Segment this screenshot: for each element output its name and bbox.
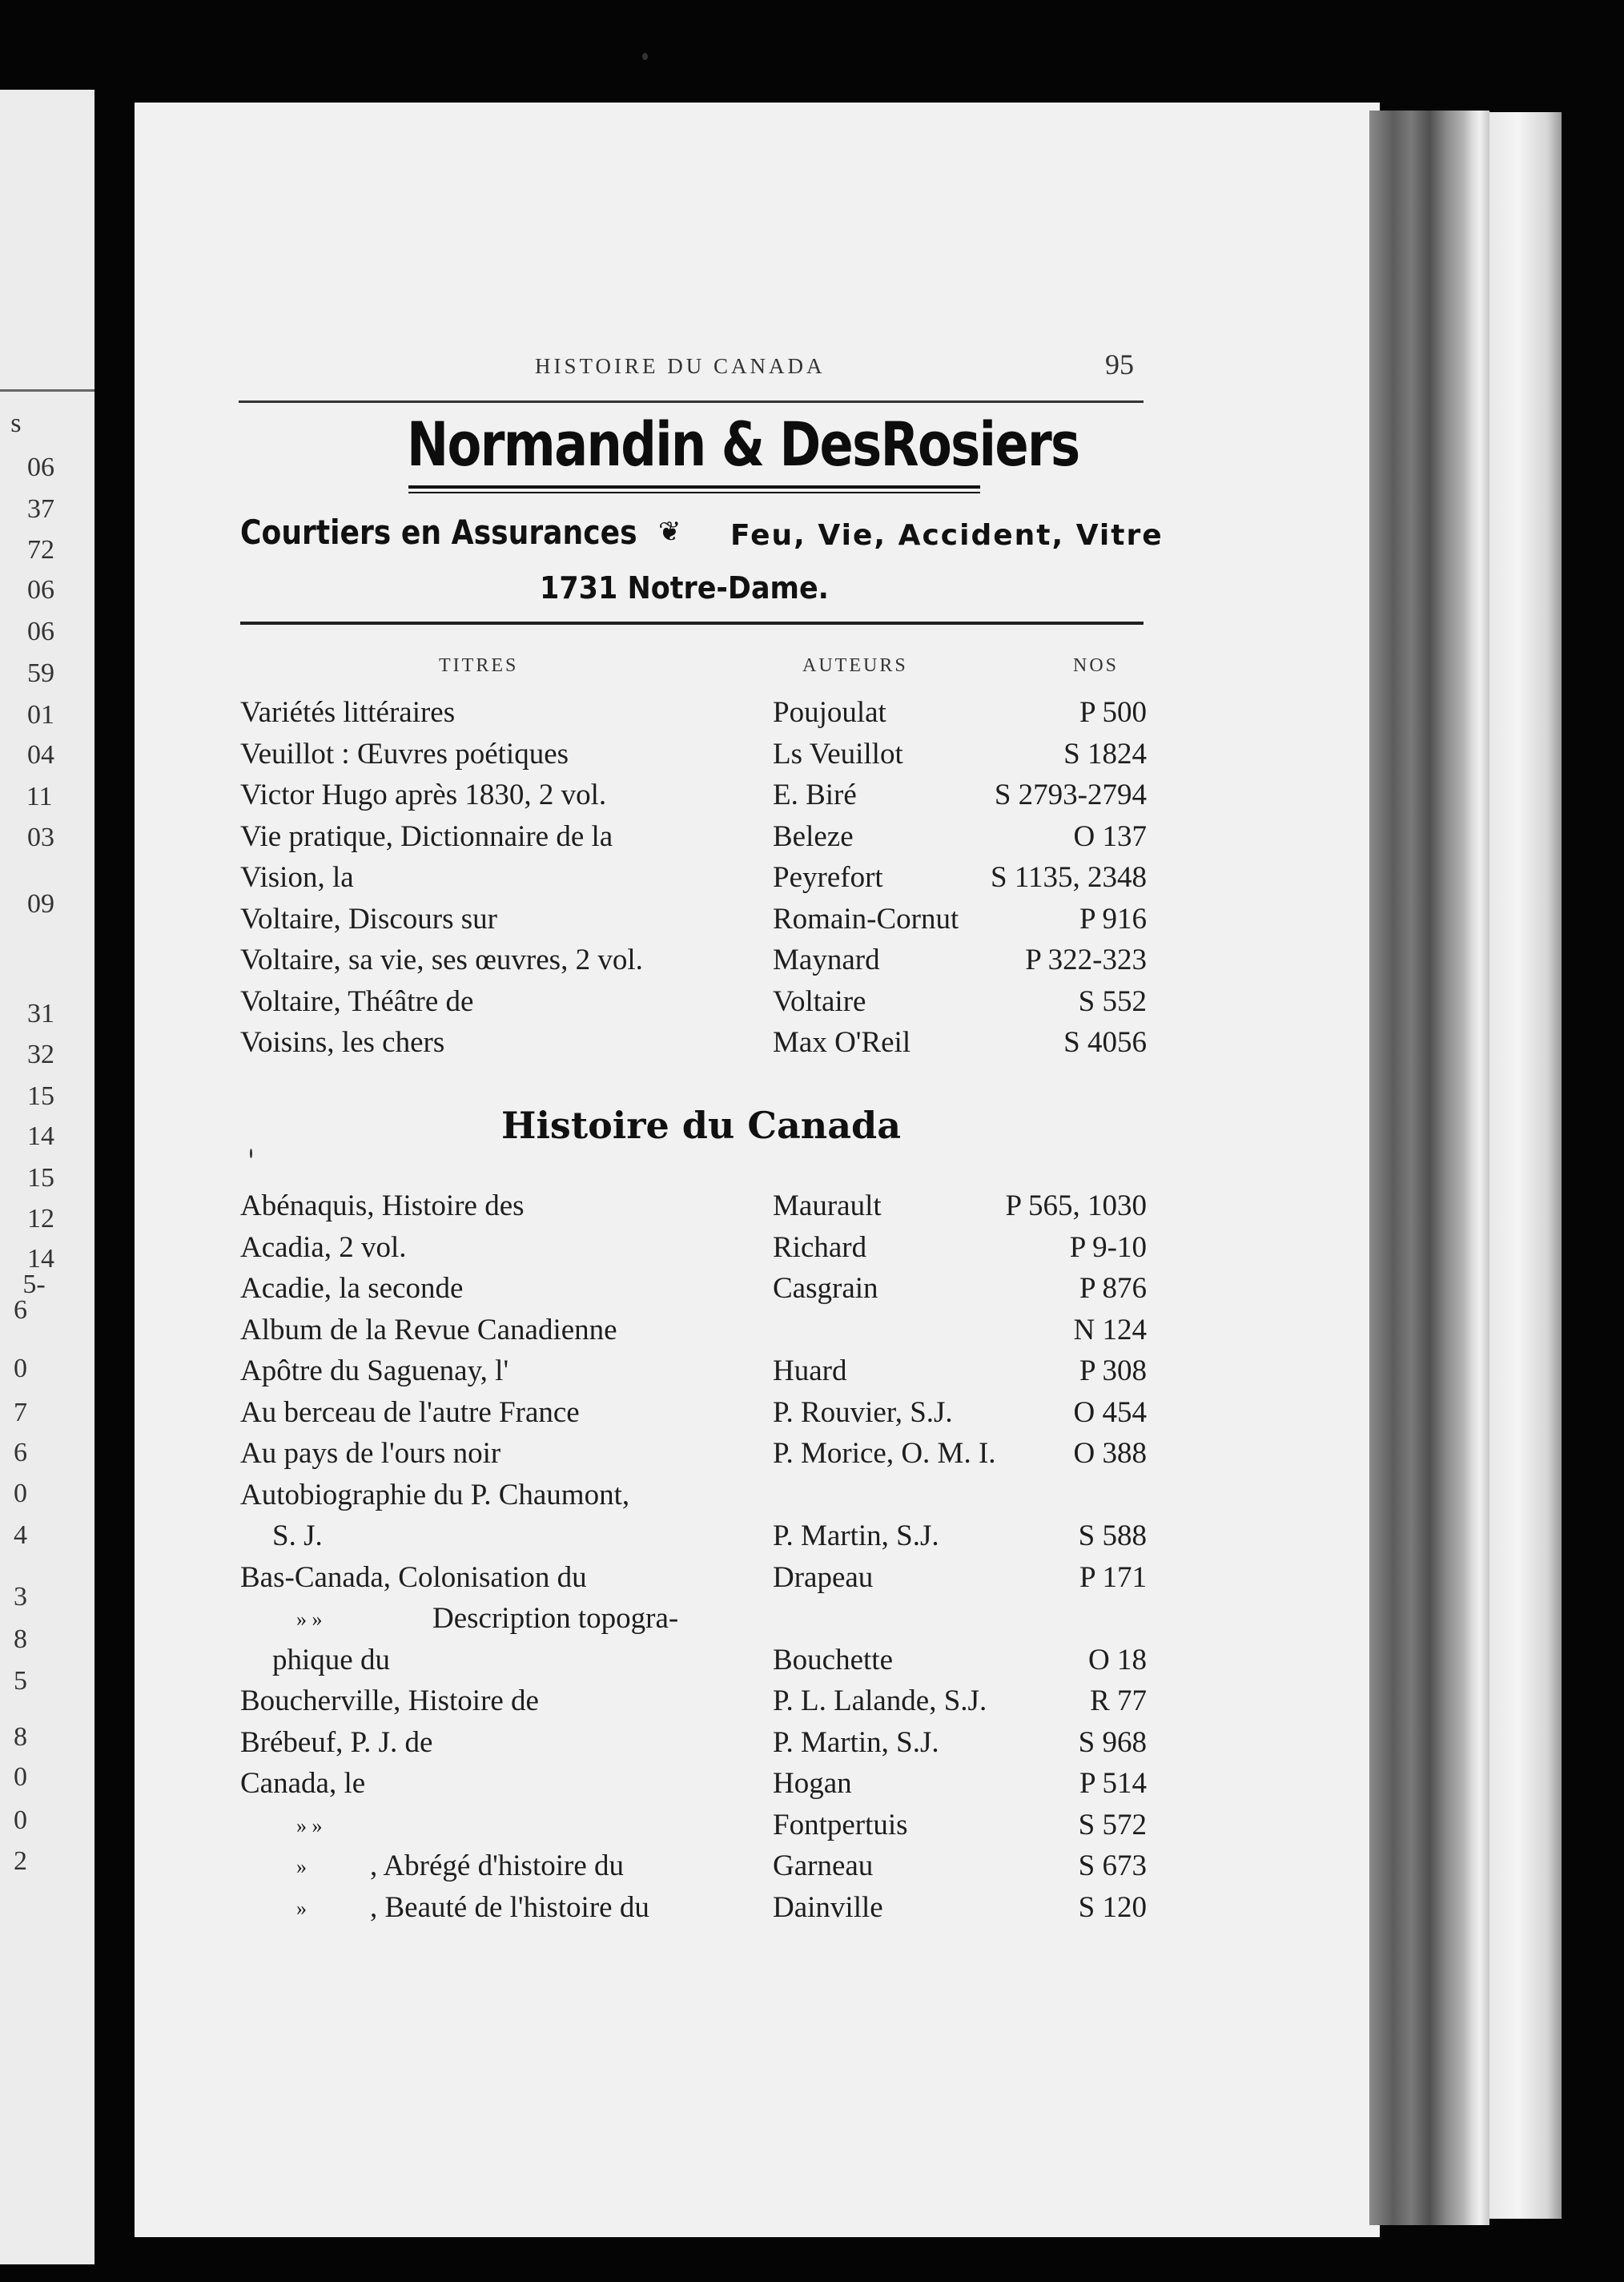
list-item	[0, 1766, 1624, 1806]
print-speck	[642, 53, 648, 60]
entry-title: S. J.	[272, 1519, 323, 1552]
facing-page-fragment-text: 06	[27, 575, 54, 605]
entry-title: Au berceau de l'autre France	[240, 1395, 580, 1429]
entry-author: Huard	[773, 1354, 847, 1387]
entry-author: Garneau	[773, 1849, 874, 1882]
entry-title: Brébeuf, P. J. de	[240, 1725, 433, 1759]
entry-title: Veuillot : Œuvres poétiques	[240, 737, 569, 771]
entry-author: Maynard	[773, 944, 880, 976]
entry-author: P. L. Lalande, S.J.	[773, 1684, 987, 1717]
entry-author: Romain-Cornut	[773, 902, 959, 936]
entry-number: R 77	[1090, 1684, 1147, 1717]
entry-title: Victor Hugo après 1830, 2 vol.	[240, 779, 607, 811]
facing-page-fragment-text: 37	[27, 494, 54, 524]
list-item	[0, 943, 1624, 983]
entry-number: O 388	[1073, 1437, 1147, 1470]
facing-page-fragment-text: 12	[27, 1204, 54, 1234]
entry-author: Voltaire	[773, 984, 866, 1018]
entry-number: S 2793-2794	[994, 779, 1147, 811]
entry-title: Description topogra-	[432, 1602, 679, 1635]
entry-title: Autobiographie du P. Chaumont,	[240, 1478, 630, 1511]
entry-title: Voisins, les chers	[240, 1026, 445, 1059]
entry-number: P 876	[1079, 1272, 1147, 1305]
entry-number: S 968	[1078, 1725, 1147, 1759]
ditto-mark: » »	[296, 1813, 323, 1837]
entry-author: Hogan	[773, 1767, 852, 1800]
facing-page-fragment-text: 0	[14, 1762, 27, 1792]
entry-title: Acadie, la seconde	[240, 1272, 464, 1305]
entry-title: Vie pratique, Dictionnaire de la	[240, 819, 613, 853]
list-item	[0, 1271, 1624, 1311]
list-item	[0, 1643, 1624, 1683]
list-item	[0, 1684, 1624, 1724]
entry-title: Album de la Revue Canadienne	[240, 1313, 617, 1346]
entry-number: S 120	[1078, 1890, 1147, 1924]
facing-page-fragment-text: 14	[27, 1244, 54, 1274]
advert-company-name: Normandin & DesRosiers	[407, 409, 1079, 480]
entry-title: Bas-Canada, Colonisation du	[240, 1560, 587, 1594]
page-number: 95	[1105, 348, 1134, 380]
entry-title: Vision, la	[240, 861, 354, 894]
entry-number: P 171	[1079, 1560, 1147, 1594]
entry-author: Bouchette	[773, 1643, 894, 1676]
ditto-mark: »	[296, 1855, 307, 1878]
entry-author: Drapeau	[773, 1560, 874, 1594]
advert-services: Feu, Vie, Accident, Vitre	[730, 519, 1164, 552]
list-item	[0, 778, 1624, 818]
list-item	[0, 1478, 1624, 1518]
entry-title: Canada, le	[240, 1767, 366, 1800]
list-item	[0, 902, 1624, 942]
facing-page-fragment-text: 01	[27, 700, 54, 730]
list-item	[0, 695, 1624, 735]
advert-bottom-rule	[240, 622, 1144, 625]
entry-author: Poujoulat	[773, 696, 886, 729]
entry-title: Voltaire, Théâtre de	[240, 984, 474, 1018]
entry-number: P 514	[1079, 1767, 1147, 1800]
entry-author: Peyrefort	[773, 861, 883, 894]
entry-author: Richard	[773, 1230, 867, 1264]
facing-page-fragment-text: 2	[14, 1846, 27, 1876]
entry-number: S 1135, 2348	[991, 861, 1147, 894]
entry-author: Dainville	[773, 1890, 883, 1924]
facing-page-fragment-text: 72	[27, 535, 54, 565]
list-item	[0, 1725, 1624, 1765]
running-head: HISTOIRE DU CANADA	[535, 354, 826, 378]
entry-author: Max O'Reil	[773, 1026, 911, 1059]
facing-page-fragment-text: 15	[27, 1081, 54, 1111]
facing-page-fragment-text: s	[10, 409, 22, 438]
facing-page-fragment-text: 11	[26, 782, 53, 811]
advert-underline-thin	[408, 492, 980, 493]
facing-page-fragment-text: 0	[14, 1805, 27, 1835]
entry-number: O 18	[1088, 1643, 1147, 1676]
entry-author: Fontpertuis	[773, 1808, 908, 1841]
facing-page-fragment-text: 7	[14, 1398, 27, 1427]
entry-author: Maurault	[773, 1189, 882, 1222]
entry-author: P. Martin, S.J.	[773, 1725, 939, 1759]
entry-title: Voltaire, Discours sur	[240, 902, 497, 936]
entry-number: P 565, 1030	[1005, 1189, 1147, 1222]
entry-author: P. Morice, O. M. I.	[773, 1437, 996, 1470]
facing-page-fragment-text: 06	[27, 453, 54, 482]
list-item	[0, 1601, 1624, 1641]
header-rule	[239, 400, 1144, 403]
facing-page-fragment-text: 03	[27, 823, 54, 852]
entry-number: P 322-323	[1025, 944, 1147, 976]
entry-title: phique du	[272, 1643, 390, 1676]
entry-number: S 588	[1078, 1519, 1147, 1552]
facing-page-fragment-text: 6	[14, 1438, 27, 1467]
entry-number: P 9-10	[1069, 1230, 1147, 1264]
facing-page-fragment-text: 06	[27, 617, 54, 646]
entry-author: Beleze	[773, 819, 854, 853]
entry-title: Boucherville, Histoire de	[240, 1684, 539, 1717]
print-speck	[250, 1149, 252, 1158]
list-item	[0, 1230, 1624, 1270]
facing-page-fragment-text: 32	[27, 1040, 54, 1069]
entry-number: P 916	[1079, 902, 1147, 936]
entry-number: O 137	[1073, 819, 1147, 853]
entry-title: , Beauté de l'histoire du	[370, 1890, 649, 1924]
entry-title: Voltaire, sa vie, ses œuvres, 2 vol.	[240, 944, 643, 976]
entry-title: , Abrégé d'histoire du	[370, 1849, 624, 1882]
column-header-nos: NOS	[1073, 655, 1120, 676]
list-item	[0, 1560, 1624, 1600]
section-title: Histoire du Canada	[501, 1104, 902, 1147]
facing-page-fragment-text: 0	[14, 1479, 27, 1508]
entry-title: Au pays de l'ours noir	[240, 1437, 501, 1470]
list-item	[0, 1890, 1624, 1930]
entry-title: Abénaquis, Histoire des	[240, 1189, 525, 1222]
entry-title: Variétés littéraires	[240, 696, 456, 729]
list-item	[0, 1354, 1624, 1394]
list-item	[0, 1849, 1624, 1889]
facing-page-fragment-text: 0	[14, 1354, 27, 1383]
entry-author: P. Martin, S.J.	[773, 1519, 939, 1552]
column-header-titres: TITRES	[439, 655, 519, 676]
entry-number: P 308	[1079, 1354, 1147, 1387]
facing-page-fragment-text: 8	[14, 1624, 27, 1654]
entry-number: S 552	[1078, 984, 1147, 1018]
facing-page-fragment-text: 5-	[22, 1270, 46, 1299]
entry-author: Casgrain	[773, 1272, 878, 1305]
list-item	[0, 1395, 1624, 1435]
facing-page-fragment-text: 8	[14, 1722, 27, 1752]
list-item	[0, 1025, 1624, 1065]
list-item	[0, 1436, 1624, 1476]
entry-number: S 673	[1078, 1849, 1147, 1882]
list-item	[0, 1189, 1624, 1229]
facing-page-fragment-text: 59	[27, 658, 54, 688]
advert-tagline: Courtiers en Assurances	[240, 513, 637, 552]
fleuron-icon: ❦	[658, 516, 681, 548]
entry-number: S 572	[1078, 1808, 1147, 1841]
facing-page-fragment-text: 14	[27, 1121, 54, 1151]
entry-number: N 124	[1073, 1313, 1147, 1346]
advert-address: 1731 Notre-Dame.	[540, 570, 829, 606]
facing-page-fragment-text: 5	[14, 1666, 27, 1696]
facing-page-fragment-text: 15	[27, 1163, 54, 1193]
list-item	[0, 1519, 1624, 1559]
facing-page-rule	[0, 389, 94, 392]
entry-author: Ls Veuillot	[773, 737, 903, 771]
entry-number: P 500	[1079, 696, 1147, 729]
list-item	[0, 1808, 1624, 1848]
facing-page-fragment-text: 09	[27, 889, 54, 919]
facing-page-fragment-text: 3	[14, 1582, 27, 1612]
facing-page-fragment-text: 4	[14, 1520, 27, 1550]
entry-number: S 4056	[1063, 1026, 1147, 1059]
facing-page-fragment-text: 31	[27, 999, 54, 1028]
entry-title: Apôtre du Saguenay, l'	[240, 1354, 509, 1387]
facing-page-fragment-text: 6	[14, 1295, 27, 1325]
list-item	[0, 737, 1624, 777]
entry-title: Acadia, 2 vol.	[240, 1230, 407, 1264]
ditto-mark: » »	[296, 1608, 323, 1631]
entry-number: S 1824	[1063, 737, 1147, 771]
entry-number: O 454	[1073, 1395, 1147, 1429]
column-header-auteurs: AUTEURS	[802, 655, 908, 676]
facing-page-fragment	[0, 90, 94, 2264]
ditto-mark: »	[296, 1896, 307, 1920]
list-item	[0, 1313, 1624, 1353]
list-item	[0, 860, 1624, 900]
list-item	[0, 984, 1624, 1024]
entry-author: P. Rouvier, S.J.	[773, 1395, 953, 1429]
entry-author: E. Biré	[773, 779, 857, 811]
list-item	[0, 819, 1624, 859]
facing-page-fragment-text: 04	[27, 740, 54, 770]
advert-underline	[408, 485, 980, 489]
